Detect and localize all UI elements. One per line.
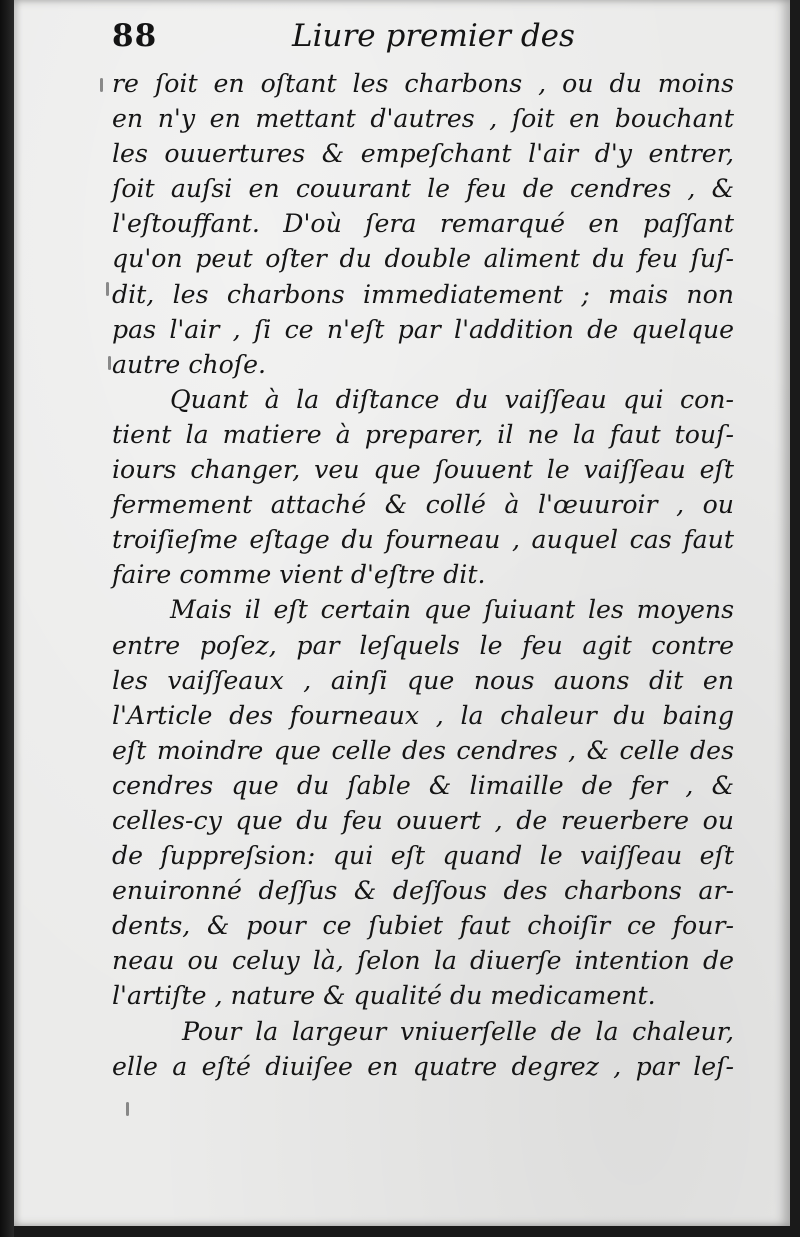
text-line: qu'on peut oſter du double aliment du feu ſuſ-	[112, 244, 734, 274]
text-line: autre choſe.	[112, 349, 267, 379]
text-line: neau ou celuy là, ſelon la diuerſe intention de	[112, 946, 734, 976]
text-line: cendres que du ſable & limaille de fer , &	[112, 770, 734, 800]
text-line: ſoit auſsi en couurant le feu de cendres , &	[112, 174, 734, 204]
text-line: fermement attaché & collé à l'œuuroir , ou	[112, 490, 734, 520]
text-line: en n'y en mettant d'autres , ſoit en bouchant	[112, 104, 734, 134]
text-line: faire comme vient d'eſtre dit.	[112, 560, 486, 590]
text-line: enuironné deſſus & deſſous des charbons ar-	[112, 876, 734, 906]
text-line: dit, les charbons immediatement ; mais non	[112, 279, 734, 309]
text-line: l'Article des fourneaux , la chaleur du baing	[112, 700, 734, 730]
running-head: Liure premier des	[292, 18, 575, 54]
binding-shadow	[0, 0, 14, 1237]
scan-speck	[100, 78, 103, 92]
text-line: entre poſez, par leſquels le feu agit contre	[112, 630, 734, 660]
page-header	[112, 14, 592, 66]
text-line: tient la matiere à preparer, il ne la faut touſ-	[112, 419, 734, 449]
text-line: l'artiſte , nature & qualité du medicament.	[112, 981, 656, 1011]
text-line: les vaiſſeaux , ainſi que nous auons dit en	[112, 665, 734, 695]
text-line: iours changer, veu que ſouuent le vaiſſeau eſt	[112, 455, 734, 485]
text-line: celles-cy que du feu ouuert , de reuerbere ou	[112, 805, 734, 835]
text-line: de ſuppreſsion: qui eſt quand le vaiſſeau eſt	[112, 841, 734, 871]
text-line: eſt moindre que celle des cendres , & celle des	[112, 735, 734, 765]
book-page	[14, 0, 790, 1226]
text-line: pas l'air , ſi ce n'eſt par l'addition de quelque	[112, 314, 734, 344]
text-line: Mais il eſt certain que ſuiuant les moyens	[170, 595, 734, 625]
text-line: l'eſtouffant. D'où ſera remarqué en paſſant	[112, 209, 734, 239]
scan-speck	[106, 282, 109, 296]
text-line: Quant à la diſtance du vaiſſeau qui con-	[170, 384, 734, 414]
text-line: Pour la largeur vniuerſelle de la chaleur,	[182, 1016, 734, 1046]
page-number: 88	[112, 18, 158, 54]
scan-speck	[108, 356, 111, 370]
text-line: les ouuertures & empeſchant l'air d'y entrer,	[112, 139, 734, 169]
scan-speck	[126, 1102, 129, 1116]
text-line: re ſoit en oſtant les charbons , ou du moins	[112, 69, 734, 98]
text-line: troiſieſme eſtage du fourneau , auquel cas faut	[112, 525, 734, 555]
body-text	[112, 66, 734, 1084]
text-line: dents, & pour ce ſubiet faut choiſir ce four-	[112, 911, 734, 941]
text-line: elle a eſté diuiſee en quatre degrez , par leſ-	[112, 1051, 734, 1081]
